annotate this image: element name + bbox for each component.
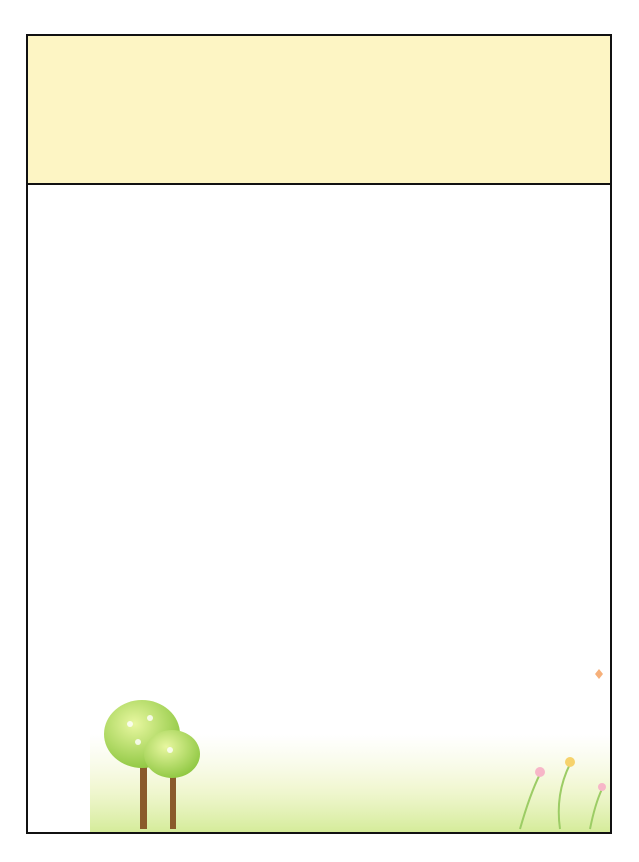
tree-illustration [104,700,200,829]
flower-illustration [520,669,610,829]
memory-verse-sheet [26,34,612,834]
header [28,36,610,185]
nature-decoration [90,654,610,832]
